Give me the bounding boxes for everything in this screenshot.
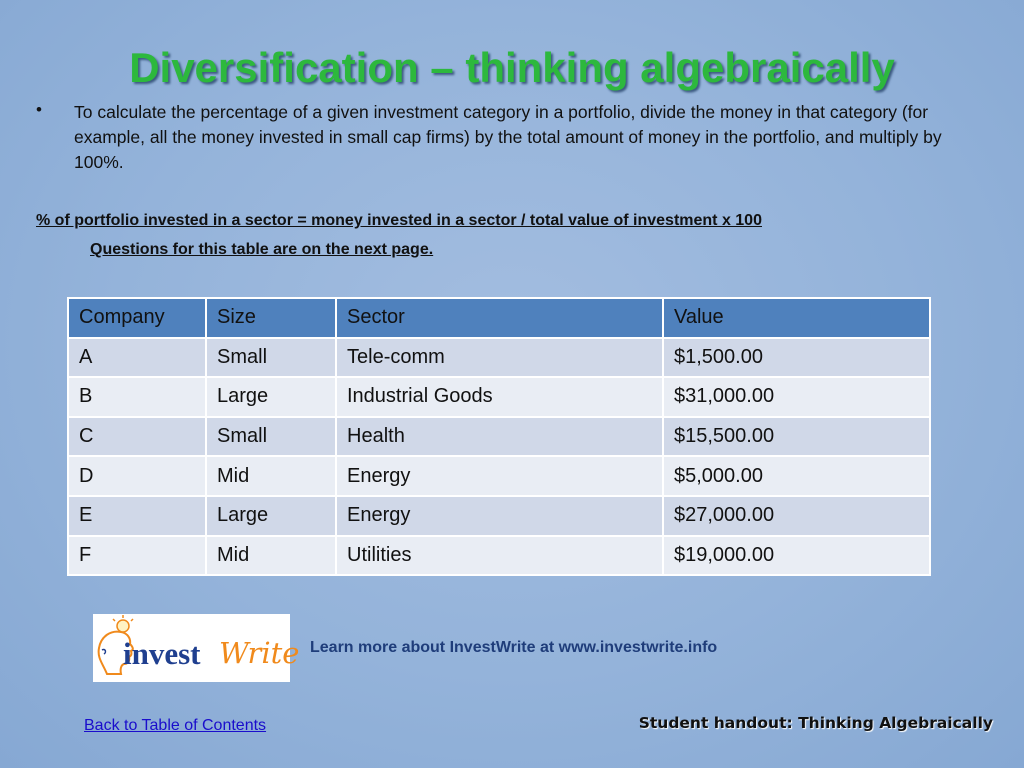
cell-sector: Tele-comm [336, 338, 663, 378]
header-company: Company [68, 298, 206, 338]
cell-size: Mid [206, 456, 336, 496]
cell-size: Small [206, 417, 336, 457]
table-row [68, 377, 930, 417]
cell-value: $15,500.00 [663, 417, 930, 457]
header-size: Size [206, 298, 336, 338]
formula-text: % of portfolio invested in a sector = money invested in a sector / total value of investment x 100 [36, 212, 762, 229]
cell-company: E [68, 496, 206, 536]
table-row [68, 536, 930, 576]
cell-sector: Utilities [336, 536, 663, 576]
cell-company: B [68, 377, 206, 417]
cell-sector: Energy [336, 496, 663, 536]
cell-value: $1,500.00 [663, 338, 930, 378]
slide-title: Diversification – thinking algebraically [129, 44, 895, 91]
cell-size: Large [206, 377, 336, 417]
table-row [68, 338, 930, 378]
table-row [68, 456, 930, 496]
cell-company: C [68, 417, 206, 457]
cell-size: Large [206, 496, 336, 536]
cell-sector: Energy [336, 456, 663, 496]
cell-value: $31,000.00 [663, 377, 930, 417]
cell-value: $19,000.00 [663, 536, 930, 576]
cell-company: A [68, 338, 206, 378]
handout-label: Student handout: Thinking Algebraically [638, 714, 993, 732]
cell-company: F [68, 536, 206, 576]
investwrite-logo [93, 614, 300, 682]
cell-sector: Health [336, 417, 663, 457]
cell-size: Mid [206, 536, 336, 576]
cell-size: Small [206, 338, 336, 378]
table-header-row [68, 298, 930, 338]
bullet-text: To calculate the percentage of a given investment category in a portfolio, divide the money in that category (for example, all the money invested in small cap firms) by the total amount of money in the portfolio, and multiply by 100%. [74, 102, 942, 172]
header-value: Value [663, 298, 930, 338]
table-row [68, 496, 930, 536]
cell-company: D [68, 456, 206, 496]
table-row [68, 417, 930, 457]
bullet-icon: • [36, 100, 42, 119]
cell-value: $27,000.00 [663, 496, 930, 536]
logo-text-write: Write [219, 636, 300, 670]
bullet-paragraph [36, 100, 956, 175]
logo-text-invest: invest [123, 636, 201, 671]
learn-more-text: Learn more about InvestWrite at www.investwrite.info [310, 639, 718, 656]
investment-table [67, 297, 931, 576]
back-to-contents-link[interactable]: Back to Table of Contents [84, 717, 267, 734]
cell-sector: Industrial Goods [336, 377, 663, 417]
investwrite-logo-graphic [93, 614, 300, 682]
table-note: Questions for this table are on the next page. [90, 241, 434, 258]
cell-value: $5,000.00 [663, 456, 930, 496]
header-sector: Sector [336, 298, 663, 338]
